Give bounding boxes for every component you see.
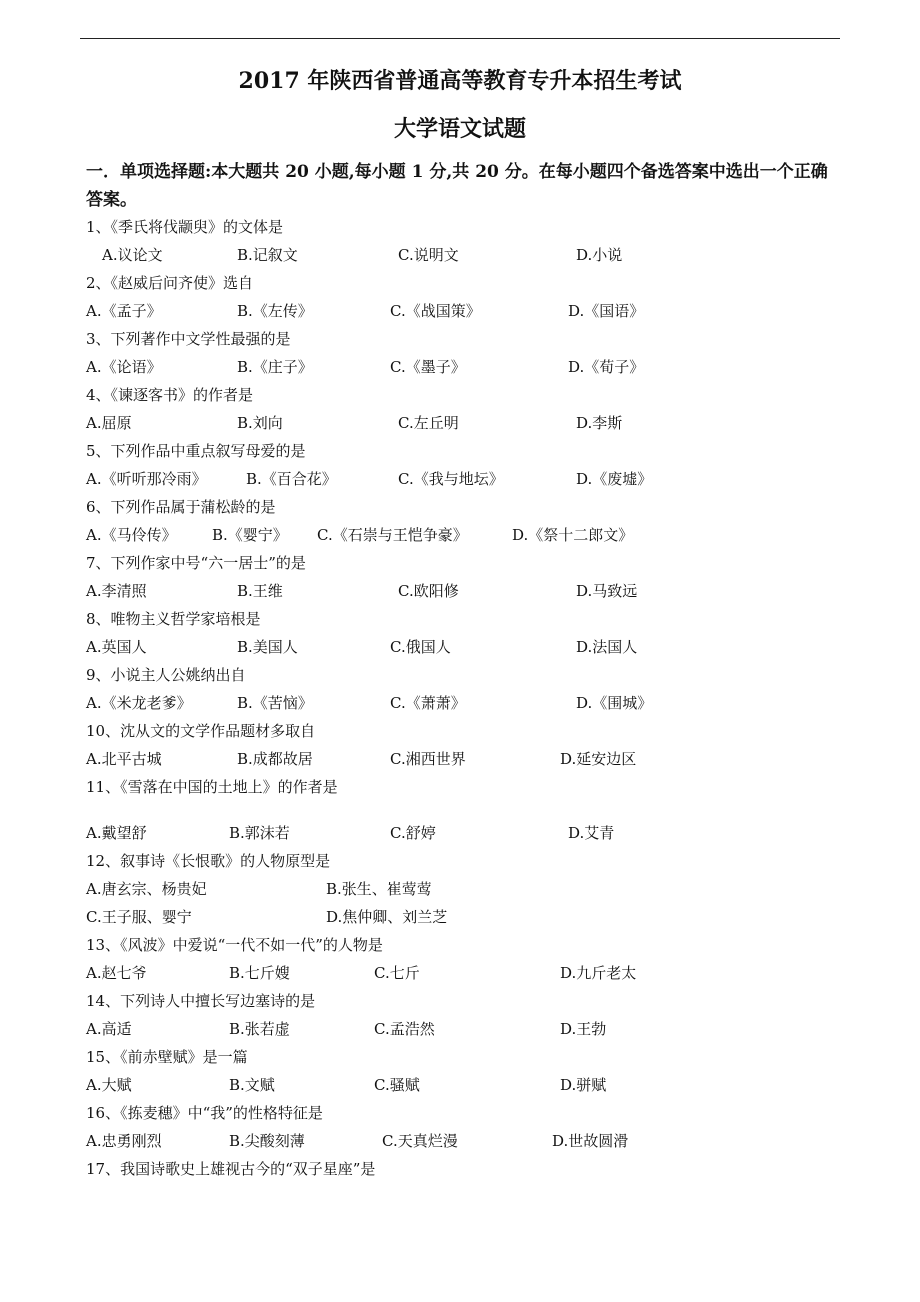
option-d: D.世故圆滑 (552, 1132, 629, 1150)
option-a: A.屈原 (86, 414, 132, 432)
question-text: 5、下列作品中重点叙写母爱的是 (86, 442, 306, 460)
options-row (86, 1130, 846, 1150)
question-text: 14、下列诗人中擅长写边塞诗的是 (86, 992, 316, 1010)
option-d: D.艾青 (568, 824, 615, 842)
option-b: B.记叙文 (237, 246, 298, 264)
exam-title: 2017 年陕西省普通高等教育专升本招生考试 (238, 68, 682, 94)
option-b: B.王维 (237, 582, 283, 600)
question-text: 6、下列作品属于蒲松龄的是 (86, 498, 276, 516)
option-d: D.九斤老太 (560, 964, 637, 982)
question-text: 15、《前赤壁赋》是一篇 (86, 1048, 248, 1066)
option-d: D.李斯 (576, 414, 623, 432)
option-a: A.英国人 (86, 638, 147, 656)
option-b: B.《婴宁》 (212, 526, 288, 544)
options-row (86, 244, 846, 264)
option-c: C.天真烂漫 (382, 1132, 458, 1150)
option-b: B.美国人 (237, 638, 298, 656)
option-c: C.说明文 (398, 246, 459, 264)
option-d: D.《国语》 (568, 302, 645, 320)
option-b: B.成都故居 (237, 750, 313, 768)
question-text: 3、下列著作中文学性最强的是 (86, 330, 291, 348)
option-c: C.《战国策》 (390, 302, 481, 320)
option-d: D.法国人 (576, 638, 638, 656)
option-d: D.《废墟》 (576, 470, 653, 488)
option-c: C.欧阳修 (398, 582, 459, 600)
question-text: 7、下列作家中号“六一居士”的是 (86, 554, 306, 572)
option-a: A.戴望舒 (86, 824, 147, 842)
question-text: 16、《拣麦穗》中“我”的性格特征是 (86, 1104, 323, 1122)
options-row (86, 692, 846, 712)
option-a: A.《听听那冷雨》 (86, 470, 207, 488)
options-row (86, 300, 846, 320)
option-a: A.议论文 (102, 246, 163, 264)
option-d: D.《围城》 (576, 694, 653, 712)
option-b: B.《左传》 (237, 302, 313, 320)
option-b: B.《庄子》 (237, 358, 313, 376)
option-a: A.北平古城 (86, 750, 162, 768)
option-c: C.舒婷 (390, 824, 436, 842)
option-d: D.《祭十二郎文》 (512, 526, 634, 544)
question-text: 4、《谏逐客书》的作者是 (86, 386, 254, 404)
options-row (86, 962, 846, 982)
options-row (86, 748, 846, 768)
option-b: B.郭沫若 (229, 824, 290, 842)
option-a: A.《孟子》 (86, 302, 162, 320)
option-c: C.王子服、婴宁 (86, 908, 192, 926)
question-text: 10、沈从文的文学作品题材多取自 (86, 722, 316, 740)
question-text: 8、唯物主义哲学家培根是 (86, 610, 261, 628)
option-c: C.骚赋 (374, 1076, 420, 1094)
option-a: A.李清照 (86, 582, 147, 600)
option-c: C.《萧萧》 (390, 694, 466, 712)
option-b: B.《百合花》 (246, 470, 337, 488)
question-text: 12、叙事诗《长恨歌》的人物原型是 (86, 852, 331, 870)
options-row (86, 468, 846, 488)
option-a: A.《论语》 (86, 358, 162, 376)
option-d: D.骈赋 (560, 1076, 607, 1094)
options-row (86, 412, 846, 432)
option-b: B.文赋 (229, 1076, 275, 1094)
option-d: D.《荀子》 (568, 358, 645, 376)
options-row (86, 636, 846, 656)
option-b: B.《苦恼》 (237, 694, 313, 712)
top-rule (80, 38, 840, 39)
option-a: A.高适 (86, 1020, 132, 1038)
section-heading: 一．单项选择题:本大题共 20 小题,每小题 1 分,共 20 分。在每小题四个备选答案中选出一个正确答案。 (86, 162, 828, 210)
option-a: A.忠勇刚烈 (86, 1132, 162, 1150)
option-c: C.《石崇与王恺争豪》 (317, 526, 468, 544)
option-a: A.大赋 (86, 1076, 132, 1094)
options-row (86, 906, 846, 926)
question-text: 2、《赵威后问齐使》选自 (86, 274, 254, 292)
options-row (86, 878, 846, 898)
option-c: C.孟浩然 (374, 1020, 435, 1038)
option-b: B.七斤嫂 (229, 964, 290, 982)
option-d: D.小说 (576, 246, 623, 264)
option-a: A.《马伶传》 (86, 526, 177, 544)
option-b: B.尖酸刻薄 (229, 1132, 305, 1150)
option-c: C.俄国人 (390, 638, 451, 656)
option-a: A.唐玄宗、杨贵妃 (86, 880, 207, 898)
option-a: A.《米龙老爹》 (86, 694, 192, 712)
option-c: C.左丘明 (398, 414, 459, 432)
option-d: D.王勃 (560, 1020, 607, 1038)
option-c: C.湘西世界 (390, 750, 466, 768)
option-d: D.焦仲卿、刘兰芝 (326, 908, 448, 926)
option-b: B.张生、崔莺莺 (326, 880, 432, 898)
option-b: B.张若虚 (229, 1020, 290, 1038)
exam-subtitle: 大学语文试题 (393, 116, 526, 142)
option-c: C.《墨子》 (390, 358, 466, 376)
question-text: 1、《季氏将伐颛臾》的文体是 (86, 218, 284, 236)
option-d: D.马致远 (576, 582, 638, 600)
option-c: C.七斤 (374, 964, 420, 982)
option-c: C.《我与地坛》 (398, 470, 504, 488)
options-row (86, 1018, 846, 1038)
option-d: D.延安边区 (560, 750, 637, 768)
options-row (86, 524, 846, 544)
question-text: 9、小说主人公姚纳出自 (86, 666, 246, 684)
question-text: 13、《风波》中爱说“一代不如一代”的人物是 (86, 936, 383, 954)
options-row (86, 822, 846, 842)
option-a: A.赵七爷 (86, 964, 147, 982)
options-row (86, 580, 846, 600)
question-text: 17、我国诗歌史上雄视古今的“双子星座”是 (86, 1160, 376, 1178)
option-b: B.刘向 (237, 414, 283, 432)
options-row (86, 356, 846, 376)
options-row (86, 1074, 846, 1094)
question-text: 11、《雪落在中国的土地上》的作者是 (86, 778, 338, 796)
